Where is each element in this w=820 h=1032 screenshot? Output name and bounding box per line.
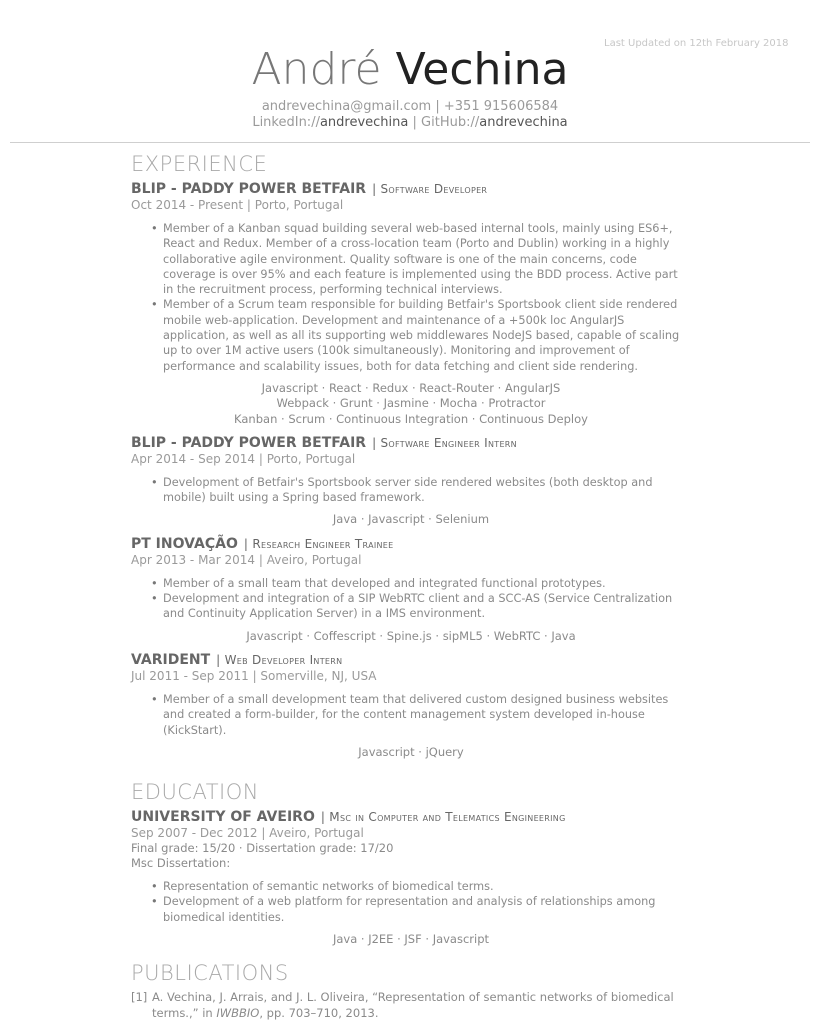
job-role: | Software Engineer Intern — [372, 435, 517, 450]
education-skills: Java · J2EE · JSF · Javascript — [332, 932, 490, 947]
publication-venue: IWBBIO — [216, 1005, 260, 1020]
job-entry — [131, 650, 691, 760]
job-skills: Javascript · Coffescript · Spine.js · sipML5 · WebRTC · Java — [246, 628, 576, 643]
list-item: • Development of Betfair's Sportsbook server side rendered websites (both desktop and mobile) built using a Spring based framework. — [163, 475, 691, 506]
job-date-location: Jul 2011 - Sep 2011 | Somerville, NJ, USA — [131, 668, 377, 683]
first-name: André — [251, 44, 382, 95]
job-role: | Research Engineer Trainee — [243, 536, 394, 551]
email-link[interactable]: andrevechina@gmail.com — [261, 99, 432, 114]
list-item: • Member of a Kanban squad building several web-based internal tools, mainly using ES6+, React and Redux. Member of a cross-location team (Porto and Dublin) working in a highly collaborative agile environment. Quality software is one of the main concerns, code coverage is over 95% and each feature is implemented using the BDD process. Active part in the recruitment process, performing technical interviews. — [163, 221, 691, 297]
job-entry — [131, 179, 691, 427]
linkedin-link[interactable]: LinkedIn://andrevechina — [252, 115, 409, 130]
job-org: PT INOVAÇÃO — [131, 535, 238, 552]
resume-body — [131, 152, 691, 1021]
dissertation-label: Msc Dissertation: — [131, 856, 231, 871]
job-date-location: Apr 2013 - Mar 2014 | Aveiro, Portugal — [131, 552, 362, 567]
github-link[interactable]: GitHub://andrevechina — [421, 115, 568, 130]
last-name: Vechina — [395, 44, 569, 95]
job-entry — [131, 534, 691, 644]
list-item: • Development of a web platform for representation and analysis of relationships among biomedical identities. — [163, 894, 691, 925]
contact-line-1: andrevechina@gmail.com | +351 915606584 — [261, 99, 559, 114]
job-skills: Javascript · React · Redux · React-Router · AngularJS Webpack · Grunt · Jasmine · Mocha · Protractor Kanban · Scrum · Continuous Integration · Continuous Deploy — [234, 380, 588, 426]
job-bullets — [131, 692, 691, 738]
education-heading: EDUCATION — [131, 780, 259, 805]
list-item: • Member of a small team that developed and integrated functional prototypes. — [163, 576, 691, 591]
grades: Final grade: 15/20 · Dissertation grade: 17/20 — [131, 841, 394, 856]
job-skills: Javascript · jQuery — [358, 744, 464, 759]
job-role: | Web Developer Intern — [216, 652, 343, 667]
education-entry — [131, 807, 691, 947]
job-org: BLIP - PADDY POWER BETFAIR — [131, 434, 367, 451]
job-bullets — [131, 221, 691, 374]
job-org: VARIDENT — [131, 651, 211, 668]
job-role: | Software Developer — [372, 182, 488, 196]
publication-number: [1] — [131, 990, 148, 1005]
job-date-location: Oct 2014 - Present | Porto, Portugal — [131, 198, 344, 212]
education-date-location: Sep 2007 - Dec 2012 | Aveiro, Portugal — [131, 826, 364, 841]
list-item: • Member of a Scrum team responsible for building Betfair's Sportsbook client side rendered mobile web-application. Development and maintenance of a +500k loc AngularJS application, as well as all its supporting web middlewares NodeJS based, capable of scaling up to over 1M active users (100k simultaneously). Monitoring and improvement of performance and scalability issues, both for data fetching and client side rendering. — [163, 297, 691, 373]
last-updated: Last Updated on 12th February 2018 — [604, 38, 789, 49]
publication-entry: [1] A. Vechina, J. Arrais, and J. L. Oliveira, “Representation of semantic networks of biomedical terms.,” in IWBBIO, pp. 703–710, 2013. — [131, 990, 674, 1020]
school-name: UNIVERSITY OF AVEIRO — [131, 809, 315, 826]
job-org: BLIP - PADDY POWER BETFAIR — [131, 181, 367, 197]
job-entry — [131, 433, 691, 528]
job-bullets — [131, 576, 691, 622]
education-bullets — [131, 879, 691, 925]
list-item: • Representation of semantic networks of biomedical terms. — [163, 879, 691, 894]
header-divider — [10, 142, 810, 143]
job-skills: Java · Javascript · Selenium — [332, 512, 490, 527]
contact-line-2: LinkedIn://andrevechina | GitHub://andrevechina — [252, 115, 568, 130]
publications-heading: PUBLICATIONS — [131, 961, 289, 986]
experience-heading: EXPERIENCE — [131, 152, 268, 176]
degree: | Msc in Computer and Telematics Engineering — [320, 810, 566, 825]
resume-name — [0, 42, 820, 98]
job-date-location: Apr 2014 - Sep 2014 | Porto, Portugal — [131, 451, 356, 466]
phone-number: +351 915606584 — [443, 99, 559, 114]
list-item: • Member of a small development team that delivered custom designed business websites and created a form-builder, for the content management system developed in-house (KickStart). — [163, 692, 691, 738]
list-item: • Development and integration of a SIP WebRTC client and a SCC-AS (Service Centralization and Continuity Application Server) in a IMS environment. — [163, 591, 691, 622]
job-bullets — [131, 475, 691, 506]
